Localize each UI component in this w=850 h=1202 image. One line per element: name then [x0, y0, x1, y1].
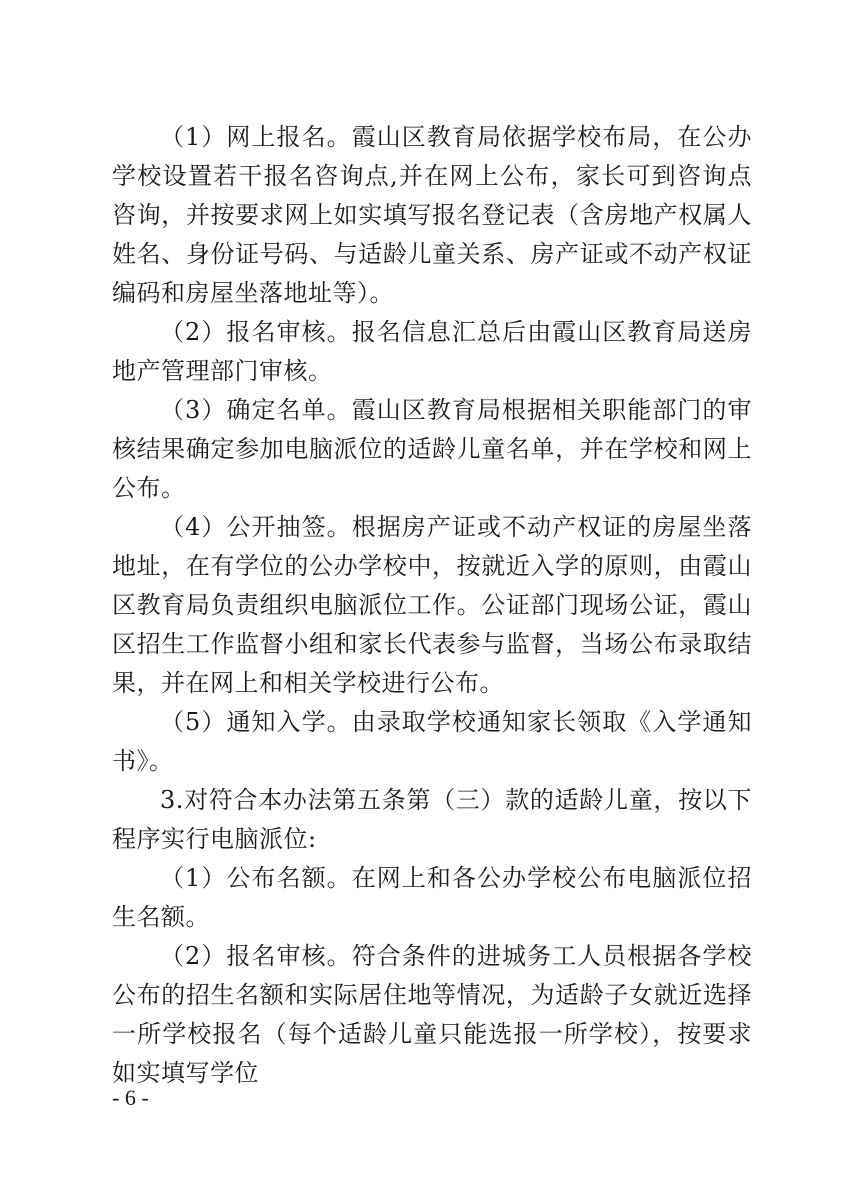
paragraph-public-lottery: （4）公开抽签。根据房产证或不动产权证的房屋坐落地址，在有学位的公办学校中，按就近入学的原则，由霞山区教育局负责组织电脑派位工作。公证部门现场公证，霞山区招生工作监督小组和家长代表参与监督，当场公布录取结果，并在网上和相关学校进行公布。: [112, 513, 752, 697]
paragraph-online-registration: （1）网上报名。霞山区教育局依据学校布局，在公办学校设置若干报名咨询点,并在网上公布，家长可到咨询点咨询，并按要求网上如实填写报名登记表（含房地产权属人姓名、身份证号码、与适龄儿童关系、房产证或不动产权证编码和房屋坐落地址等）。: [112, 123, 752, 307]
page-number: - 6 -: [112, 1085, 149, 1110]
paragraph-section-3: 3.对符合本办法第五条第（三）款的适龄儿童，按以下程序实行电脑派位:: [112, 786, 752, 853]
paragraph-registration-review: （2）报名审核。报名信息汇总后由霞山区教育局送房地产管理部门审核。: [112, 318, 752, 385]
paragraph-admission-notice: （5）通知入学。由录取学校通知家长领取《入学通知书》。: [112, 708, 752, 775]
document-body: [112, 118, 752, 1093]
paragraph-registration-review-2: （2）报名审核。符合条件的进城务工人员根据各学校公布的招生名额和实际居住地等情况，为适龄子女就近选择一所学校报名（每个适龄儿童只能选报一所学校），按要求如实填写学位: [112, 942, 752, 1087]
paragraph-confirm-list: （3）确定名单。霞山区教育局根据相关职能部门的审核结果确定参加电脑派位的适龄儿童名单，并在学校和网上公布。: [112, 396, 752, 502]
paragraph-publish-quota: （1）公布名额。在网上和各公办学校公布电脑派位招生名额。: [112, 864, 752, 931]
